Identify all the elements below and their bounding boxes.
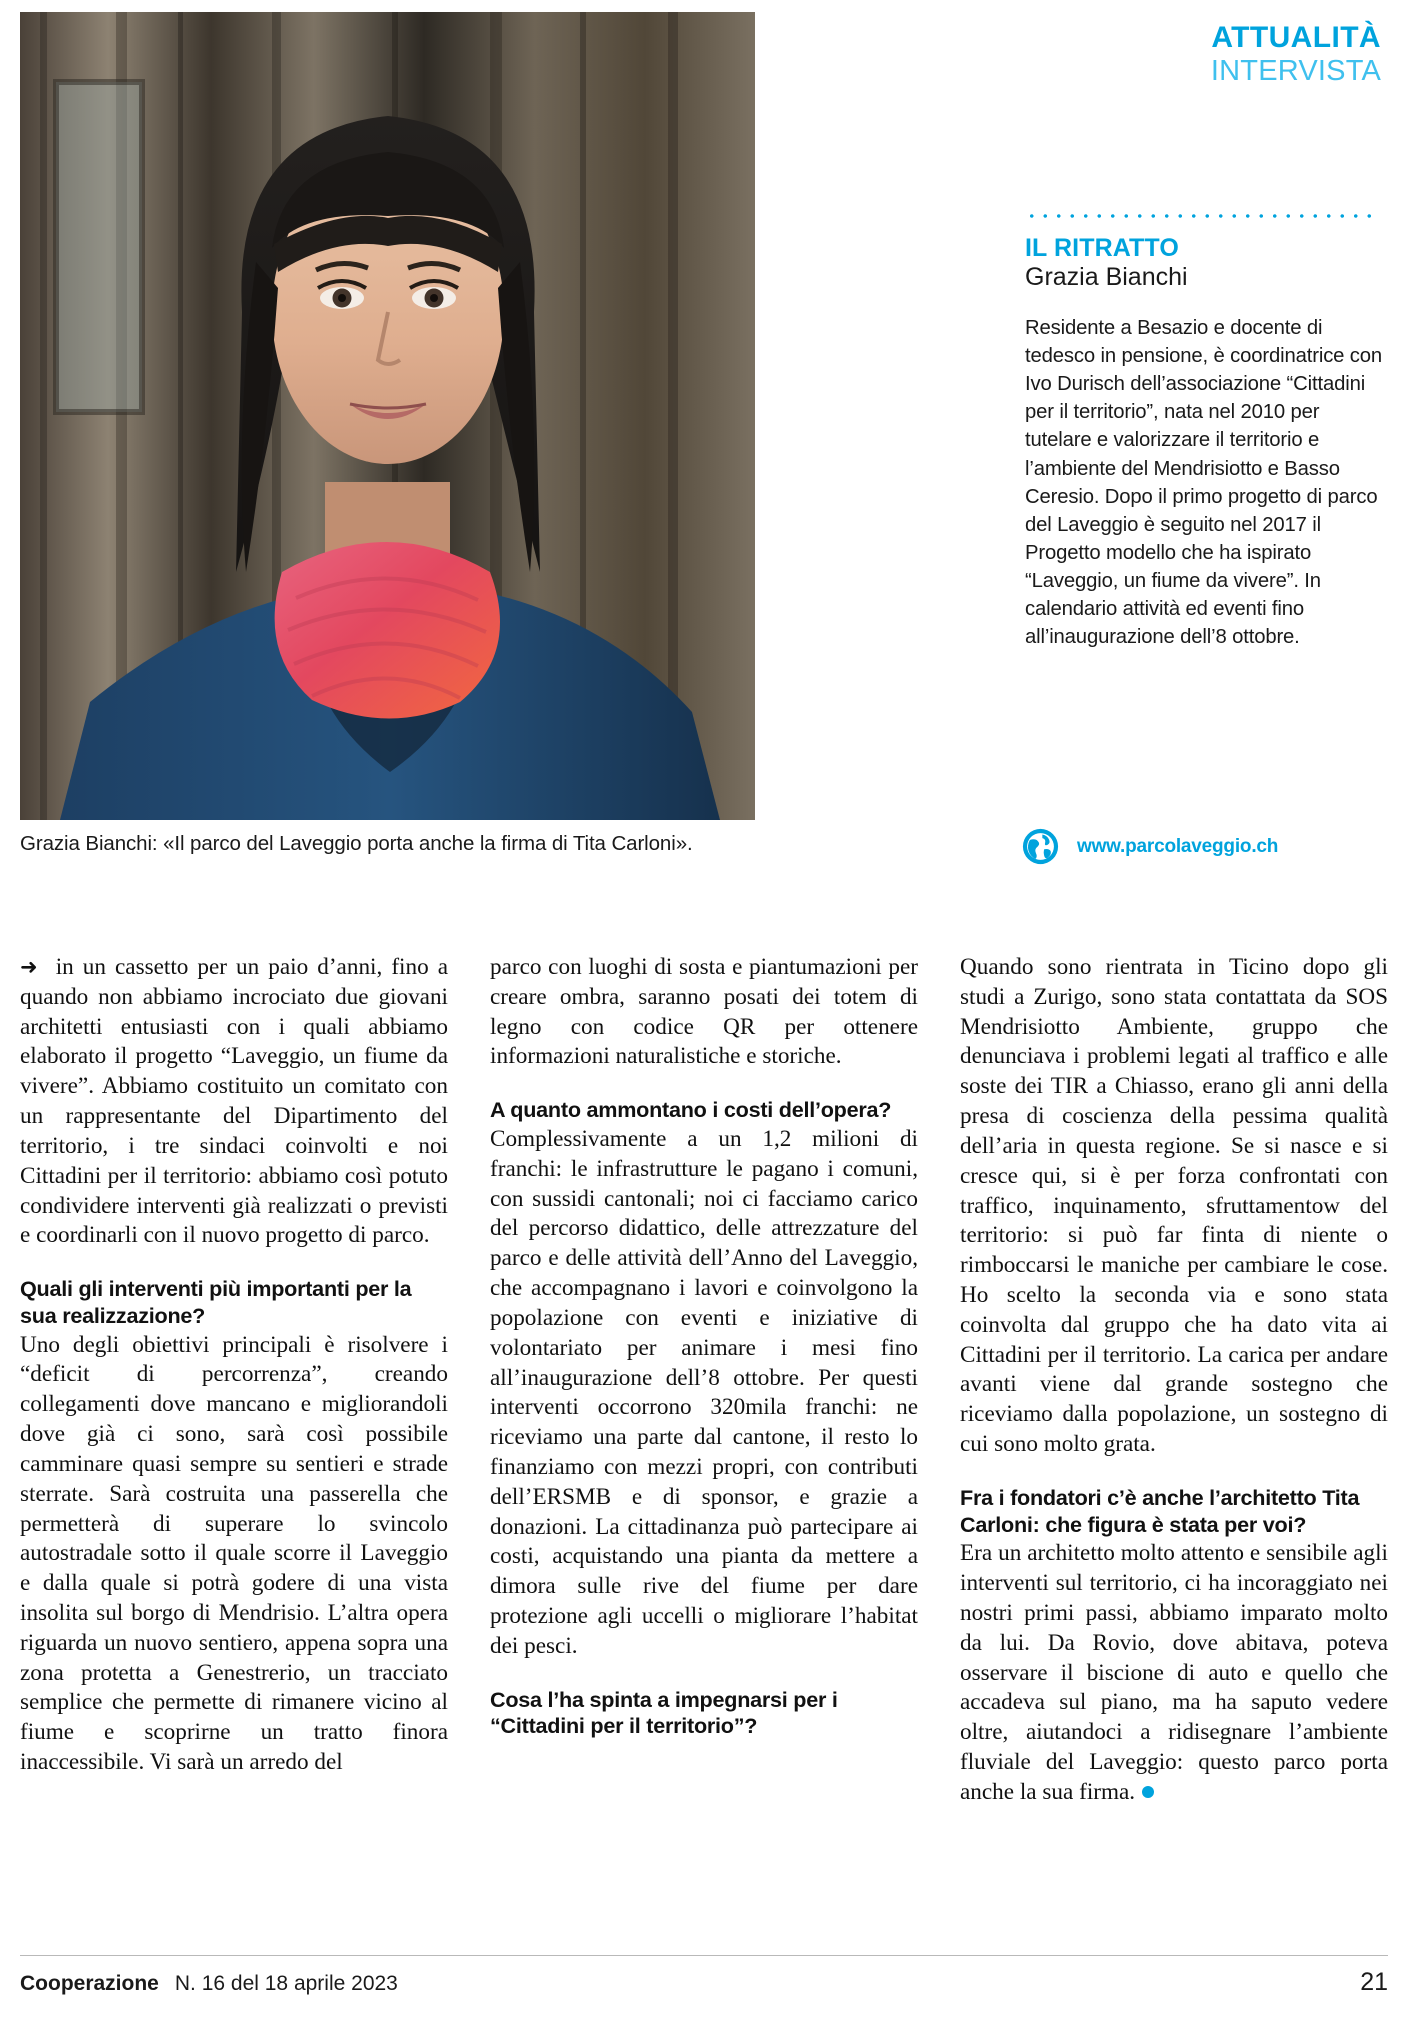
question-heading: Cosa l’ha spinta a impegnarsi per i “Cittadini per il territorio”? (490, 1686, 838, 1739)
globe-icon (1022, 828, 1059, 865)
end-of-article-dot (1142, 1786, 1154, 1798)
footer-brand: Cooperazione (20, 1972, 159, 1995)
page-kicker-block (1211, 22, 1381, 87)
answer-paragraph: Uno degli obiettivi principali è risolvere i “deficit di percorrenza”, creando collegamenti dove mancano e migliorandoli dove già ci sono, sarà così possibile camminare quasi sempre su sentieri e strade sterrate. Sarà costruita una passerella che permetterà di superare lo svincolo autostradale sotto il quale scorre il Laveggio e dalla quale si potrà godere di una vista insolita sul borgo di Mendrisio. L’altra opera riguarda un nuovo sentiero, appena sopra una zona protetta a Genestrerio, un tracciato semplice che permette di rimanere vicino al fiume e scoprirne un tratto finora inaccessibile. Vi sarà un arredo del (20, 1331, 448, 1776)
sidebar-kicker: IL RITRATTO (1025, 234, 1179, 262)
sidebar-url-text[interactable]: www.parcolaveggio.ch (1077, 835, 1279, 857)
footer-issue: N. 16 del 18 aprile 2023 (174, 1972, 398, 1995)
answer-final-text: Era un architetto molto attento e sensibile agli interventi sul territorio, ci ha incoraggiato nei nostri primi passi, abbiamo imparato molto da lui. Da Rovio, dove abitava, poteva osservare il biscione di auto e quello che accadeva sul piano, ma ha saputo vedere oltre, aiutandoci a ridisegnare l’ambiente fluviale del Laveggio: questo parco porta anche la sua firma. (960, 1540, 1388, 1805)
lead-paragraph (20, 953, 448, 1251)
question-heading: Quali gli interventi più importanti per la sua realizzazione? (20, 1276, 412, 1328)
portrait-illustration (20, 12, 755, 820)
page-number: 21 (1360, 1968, 1388, 1996)
footer-divider (20, 1955, 1388, 1956)
arrow-icon: ➜ (20, 955, 38, 979)
answer-paragraph-final (960, 1539, 1388, 1807)
footer-left (20, 1972, 398, 1996)
article-column-2 (490, 953, 918, 1808)
article-column-1 (20, 953, 448, 1808)
lead-paragraph-text: in un cassetto per un paio d’anni, fino a quando non abbiamo incrociato due giovani architetti entusiasti con i quali abbiamo elaborato il progetto “Laveggio, un fiume da vivere”. Abbiamo costituito un comitato con un rappresentante del Dipartimento del territorio, i tre sindaci coinvolti e noi Cittadini per il territorio: abbiamo così potuto condividere interventi già realizzati o previsti e coordinarli con il nuovo progetto di parco. (20, 954, 448, 1249)
page-footer (20, 1968, 1388, 1997)
answer-paragraph: parco con luoghi di sosta e piantumazioni per creare ombra, saranno posati dei totem di legno con codice QR per ottenere informazioni naturalistiche e storiche. (490, 954, 918, 1070)
portrait-photo (20, 12, 755, 820)
article-column-3 (960, 953, 1388, 1808)
question-heading: A quanto ammontano i costi dell’opera? (490, 1097, 892, 1123)
sidebar-website-link[interactable] (1022, 828, 1278, 865)
dotted-divider (1025, 214, 1377, 218)
question-heading: Fra i fondatori c’è anche l’architetto Tita Carloni: che figura è stata per voi? (960, 1484, 1360, 1537)
sidebar-subject-name: Grazia Bianchi (1025, 263, 1188, 291)
photo-caption: Grazia Bianchi: «Il parco del Laveggio porta anche la firma di Tita Carloni». (20, 832, 693, 855)
answer-paragraph: Complessivamente a un 1,2 milioni di franchi: le infrastrutture le pagano i comuni, con sussidi cantonali; noi ci facciamo carico del percorso didattico, delle attrezzature del parco e delle attività dell’Anno del Laveggio, che accompagnano i lavori e coinvolgono la popolazione con eventi e iniziative di volontariato per animare i mesi fino all’inaugurazione dell’8 ottobre. Per questi interventi occorrono 320mila franchi: ne riceviamo una parte dal cantone, il resto lo finanziamo con mezzi propri, con contributi dell’ERSMB e di sponsor, e grazie a donazioni. La cittadinanza può partecipare ai costi, acquistando una pianta da mettere a dimora sulle rive del fiume per dare protezione agli uccelli o migliorare l’habitat dei pesci. (490, 1126, 918, 1659)
section-kicker: ATTUALITÀ (1211, 21, 1381, 54)
sidebar-portrait-box (1025, 214, 1385, 651)
answer-paragraph: Quando sono rientrata in Ticino dopo gli studi a Zurigo, sono stata contattata da SOS Mendrisiotto Ambiente, gruppo che denunciava i problemi legati al traffico e alle soste dei TIR a Chiasso, erano gli anni della presa di coscienza della pessima qualità dell’aria in questa regione. Se si nasce e si cresce qui, si è per forza confrontati con traffico, inquinamento, sfruttamentow del territorio: si può far finta di niente o rimboccarsi le maniche per cambiare le cose. Ho scelto la seconda via e sono stata coinvolta dal gruppo che ha dato vita ai Cittadini per il territorio. La carica per andare avanti viene dal grande sostegno che riceviamo dalla popolazione, un sostegno di cui sono molto grata. (960, 954, 1388, 1457)
article-columns (20, 953, 1388, 1808)
sidebar-body-text: Residente a Besazio e docente di tedesco in pensione, è coordinatrice con Ivo Durisch dell’associazione “Cittadini per il territorio”, nata nel 2010 per tutelare e valorizzare il territorio e l’ambiente del Mendrisiotto e Basso Ceresio. Dopo il primo progetto di parco del Laveggio è seguito nel 2017 il Progetto modello che ha ispirato “Laveggio, un fiume da vivere”. In calendario attività ed eventi fino all’inaugurazione dell’8 ottobre. (1025, 317, 1383, 649)
section-subkicker: INTERVISTA (1210, 54, 1381, 87)
